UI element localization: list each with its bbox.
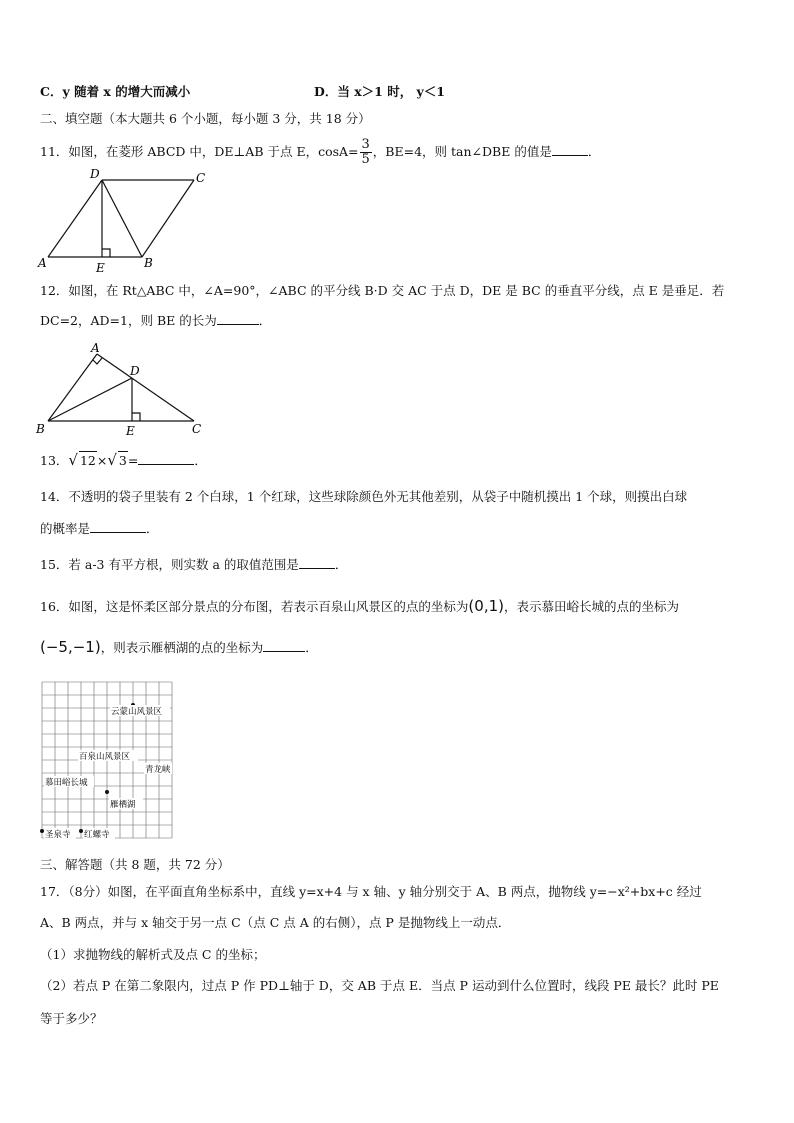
question-11 — [40, 138, 756, 168]
radical-sign: √ — [107, 451, 117, 469]
section-3-heading: 三、解答题（共 8 题，共 72 分） — [40, 857, 230, 872]
triangle-figure — [34, 342, 210, 438]
label-c: C — [192, 422, 202, 436]
option-c: C．y 随着 x 的增大而减小 — [40, 84, 191, 99]
label-c: C — [196, 171, 206, 185]
segment-ac — [97, 354, 194, 421]
segment-cb — [142, 180, 194, 257]
label-shengquan: 圣泉寺 — [45, 830, 71, 840]
right-angle-mark-a — [93, 358, 102, 364]
times-sign: × — [96, 453, 108, 468]
question-15 — [40, 556, 756, 574]
label-baiquan: 百泉山风景区 — [79, 752, 131, 762]
radicand-12: 12 — [79, 453, 96, 468]
answer-blank-12[interactable] — [217, 312, 259, 325]
answer-blank-16[interactable] — [263, 639, 305, 652]
fraction-numerator: 3 — [361, 137, 370, 152]
q15-text: 15．若 a-3 有平方根，则实数 a 的取值范围是 — [40, 557, 299, 572]
option-line-cd — [40, 83, 756, 101]
answer-blank-14[interactable] — [90, 520, 146, 533]
q11-text-a: 11．如图，在菱形 ABCD 中，DE⊥AB 于点 E，cosA= — [40, 144, 359, 159]
label-mutianyu: 慕田峪长城 — [45, 778, 88, 788]
label-a: A — [38, 256, 47, 270]
rhombus-figure — [36, 166, 208, 276]
label-b: B — [36, 422, 45, 436]
question-14-line1: 14．不透明的袋子里装有 2 个白球，1 个红球，这些球除颜色外无其他差别，从袋子中随机摸出 1 个球，则摸出白球 — [40, 489, 688, 504]
question-16-line2 — [40, 638, 756, 657]
q11-end: ． — [587, 144, 601, 159]
coordinate-baiquan: (0,1) — [468, 597, 504, 615]
point-hongluo — [79, 829, 83, 833]
point-shengquan — [40, 829, 44, 833]
label-e: E — [126, 424, 135, 438]
fraction-denominator: 5 — [361, 152, 370, 167]
question-16-line1 — [40, 597, 756, 616]
question-17-part2-line1: （2）若点 P 在第二象限内，过点 P 作 PD⊥轴于 D，交 AB 于点 E．当点 P 运动到什么位置时，线段 PE 最长？此时 PE — [40, 978, 719, 993]
q16-end: ． — [305, 640, 318, 655]
label-b: B — [144, 256, 153, 270]
q16-text-a: 16．如图，这是怀柔区部分景点的分布图，若表示百泉山风景区的点的坐标为 — [40, 599, 469, 614]
q16-text-b: ，表示慕田峪长城的点的坐标为 — [503, 599, 679, 614]
q14-end: ． — [146, 521, 159, 536]
coordinate-mutianyu: (−5,−1) — [40, 638, 101, 656]
q12-text: DC=2，AD=1，则 BE 的长为 — [40, 313, 217, 328]
section-2-heading: 二、填空题（本大题共 6 个小题，每小题 3 分，共 18 分） — [40, 111, 371, 126]
answer-blank-13[interactable] — [138, 452, 194, 465]
equals-sign: = — [127, 453, 139, 468]
option-d: D．当 x＞1 时， y＜1 — [314, 84, 446, 99]
label-yanqi: 雁栖湖 — [110, 800, 136, 810]
q13-end: ． — [194, 453, 207, 468]
q11-text-b: ，BE=4，则 tan∠DBE 的值是 — [372, 144, 552, 159]
radical-sign: √ — [68, 451, 78, 469]
label-d: D — [130, 364, 140, 378]
question-17-line2: A、B 两点，并与 x 轴交于另一点 C（点 C 点 A 的右侧），点 P 是抛物线上一动点． — [40, 915, 511, 930]
question-17-part1: （1）求抛物线的解析式及点 C 的坐标； — [40, 947, 266, 962]
question-13 — [40, 451, 756, 475]
question-17-part2-line2: 等于多少？ — [40, 1011, 103, 1026]
right-angle-mark-e — [132, 413, 140, 421]
question-14-line2 — [40, 520, 756, 538]
right-angle-mark — [102, 249, 110, 257]
scenic-map-grid — [40, 680, 182, 844]
radicand-3: 3 — [118, 453, 127, 468]
q12-end: ． — [258, 313, 272, 328]
segment-db — [102, 180, 142, 257]
fraction-3-5 — [360, 138, 372, 167]
q14-text: 的概率是 — [40, 521, 91, 536]
point-yanqi — [105, 790, 109, 794]
segment-bd — [48, 378, 132, 421]
label-e: E — [96, 261, 105, 275]
answer-blank-15[interactable] — [299, 556, 335, 569]
label-yunmeng: 云蒙山风景区 — [111, 707, 163, 717]
label-d: D — [90, 167, 100, 181]
q15-end: ． — [334, 557, 348, 572]
question-12-line1: 12．如图，在 Rt△ABC 中，∠A=90°，∠ABC 的平分线 B·D 交 AC 于点 D，DE 是 BC 的垂直平分线，点 E 是垂足．若 — [40, 283, 725, 298]
label-hongluo: 红螺寺 — [84, 830, 110, 840]
segment-ba — [48, 354, 97, 421]
question-12-line2 — [40, 312, 756, 330]
label-a: A — [91, 342, 100, 355]
label-qinglong: 青龙峡 — [145, 765, 171, 775]
segment-ad — [48, 180, 102, 257]
q16-text-c: ，则表示雁栖湖的点的坐标为 — [100, 640, 264, 655]
answer-blank-11[interactable] — [552, 143, 588, 156]
q13-number: 13． — [40, 453, 69, 468]
question-17-line1: 17．（8分）如图，在平面直角坐标系中，直线 y=x+4 与 x 轴、y 轴分别交于 A、B 两点，抛物线 y=−x²+bx+c 经过 — [40, 884, 702, 899]
